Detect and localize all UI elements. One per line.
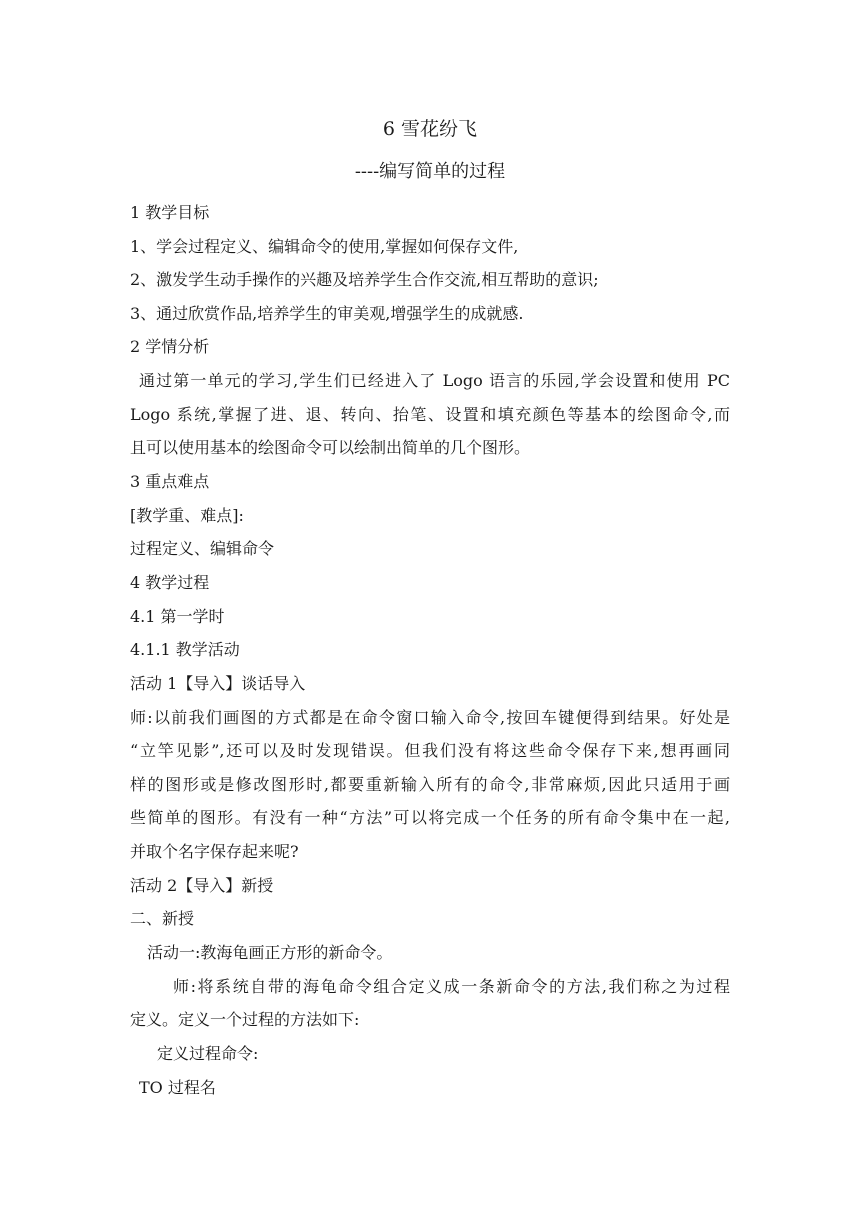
objective-2: 2、激发学生动手操作的兴趣及培养学生合作交流,相互帮助的意识;	[130, 270, 599, 289]
teacher-paragraph-line-4: 些简单的图形。有没有一种“方法”可以将完成一个任务的所有命令集中在一起,	[130, 808, 730, 827]
section-heading-process: 4 教学过程	[130, 573, 210, 592]
key-points-label: [教学重、难点]:	[130, 506, 244, 525]
key-points-text: 过程定义、编辑命令	[130, 539, 275, 558]
section-heading-objectives: 1 教学目标	[130, 203, 210, 222]
activity-2-heading: 活动 2【导入】新授	[130, 876, 274, 895]
teacher-paragraph-line-5: 并取个名字保存起来呢?	[130, 842, 299, 861]
activity-one-text: 活动一:教海龟画正方形的新命令。	[147, 943, 393, 962]
section-heading-analysis: 2 学情分析	[130, 337, 210, 356]
teacher-paragraph-line-3: 样的图形或是修改图形时,都要重新输入所有的命令,非常麻烦,因此只适用于画	[130, 775, 730, 794]
analysis-line-3: 且可以使用基本的绘图命令可以绘制出简单的几个图形。	[130, 438, 531, 457]
objective-1: 1、学会过程定义、编辑命令的使用,掌握如何保存文件,	[130, 237, 519, 256]
teacher-paragraph-line-2: “立竿见影”,还可以及时发现错误。但我们没有将这些命令保存下来,想再画同	[130, 741, 730, 760]
new-lesson-heading: 二、新授	[130, 909, 195, 928]
analysis-line-2: Logo 系统,掌握了进、退、转向、抬笔、设置和填充颜色等基本的绘图命令,而	[130, 405, 730, 424]
lesson-1-heading: 4.1 第一学时	[130, 607, 225, 626]
to-procedure-line: TO 过程名	[139, 1078, 216, 1097]
definition-paragraph-line-1: 师:将系统自带的海龟命令组合定义成一条新命令的方法,我们称之为过程	[173, 977, 730, 996]
objective-3: 3、通过欣赏作品,培养学生的审美观,增强学生的成就感.	[130, 304, 524, 323]
document-title: 6 雪花纷飞	[382, 118, 478, 140]
activity-1-heading: 活动 1【导入】谈话导入	[130, 674, 306, 693]
definition-paragraph-line-2: 定义。定义一个过程的方法如下:	[130, 1010, 360, 1029]
activities-heading: 4.1.1 教学活动	[130, 640, 240, 659]
analysis-line-1: 通过第一单元的学习,学生们已经进入了 Logo 语言的乐园,学会设置和使用 PC	[139, 371, 730, 390]
section-heading-key-points: 3 重点难点	[130, 472, 210, 491]
define-procedure-label: 定义过程命令:	[157, 1044, 259, 1063]
teacher-paragraph-line-1: 师:以前我们画图的方式都是在命令窗口输入命令,按回车键便得到结果。好处是	[130, 708, 730, 727]
document-subtitle: ----编写简单的过程	[354, 161, 506, 182]
